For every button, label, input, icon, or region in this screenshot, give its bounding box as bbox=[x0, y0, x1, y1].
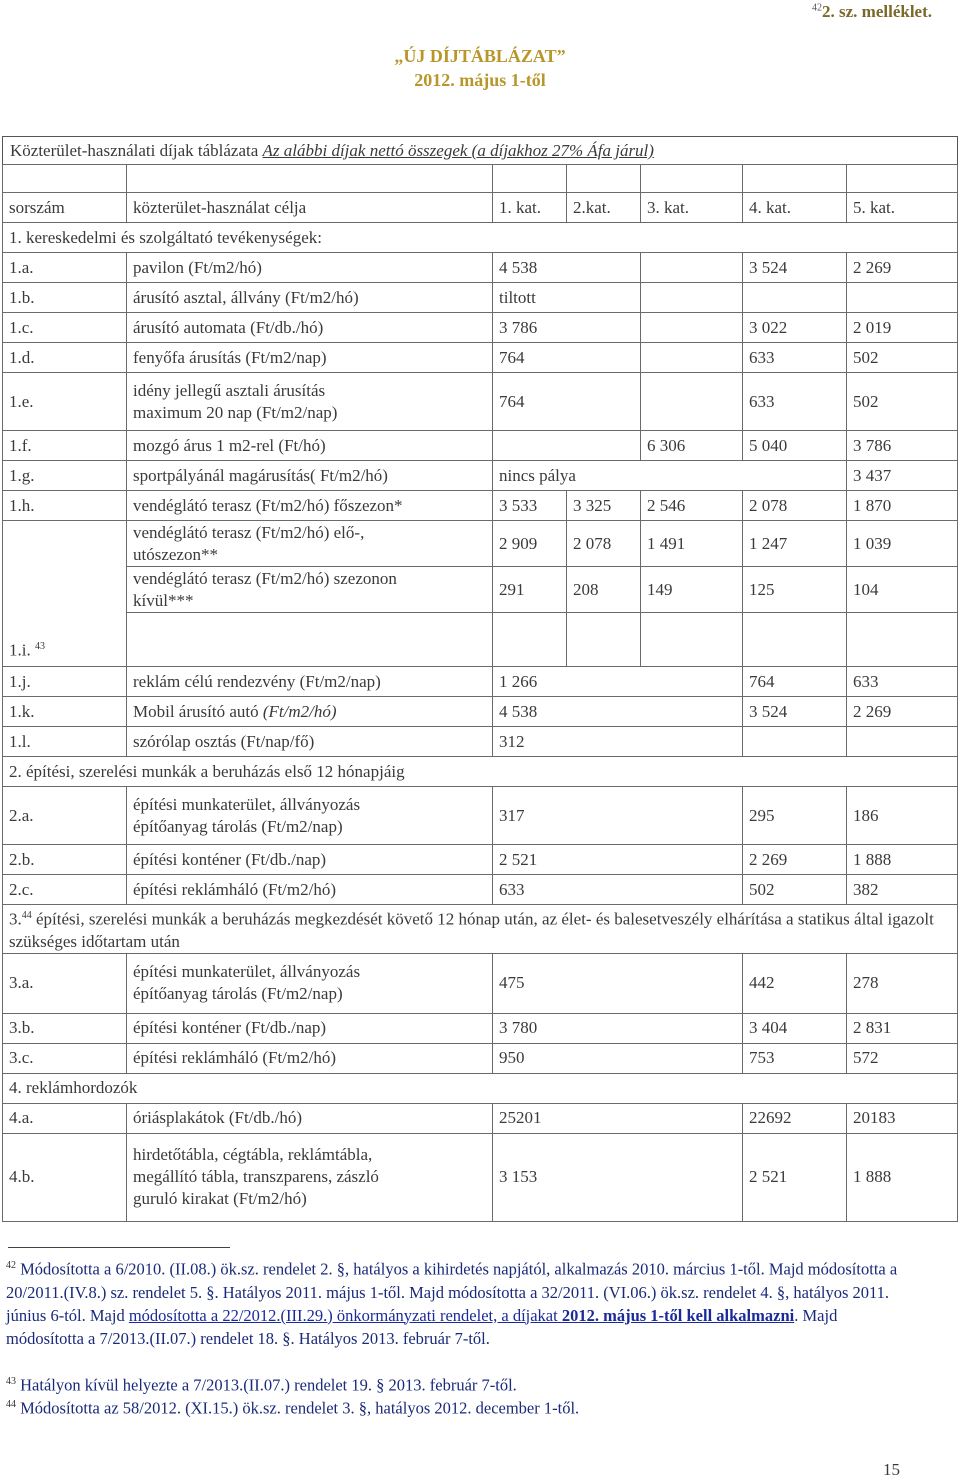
caption-note: Az alábbi díjak nettó összegek (a díjakhoz 27% Áfa járul) bbox=[262, 141, 654, 160]
table-row bbox=[3, 845, 958, 875]
section-number: 3. bbox=[9, 909, 22, 929]
footnote-text: Módosította az 58/2012. (XI.15.) ök.sz. rendelet 3. §, hatályos 2012. december 1-től. bbox=[16, 1398, 580, 1418]
fee-cat1: 1 266 bbox=[493, 667, 743, 697]
fee-cat4: 2 269 bbox=[743, 845, 847, 875]
section-row bbox=[3, 757, 958, 787]
table-row bbox=[3, 875, 958, 905]
table-row bbox=[3, 567, 958, 613]
row-description: árusító automata (Ft/db./hó) bbox=[127, 313, 493, 343]
fee-cat3: 2 546 bbox=[641, 491, 743, 521]
table-row bbox=[3, 313, 958, 343]
fee-cat4: 764 bbox=[743, 667, 847, 697]
fee-cat5: 2 269 bbox=[847, 697, 958, 727]
page-title: „ÚJ DÍJTÁBLÁZAT” bbox=[394, 46, 566, 66]
col-header: 1. kat. bbox=[493, 193, 567, 223]
row-description: mozgó árus 1 m2-rel (Ft/hó) bbox=[127, 431, 493, 461]
footnote-emphasis: 2012. május 1-től kell alkalmazni bbox=[561, 1305, 795, 1325]
fee-table bbox=[2, 164, 958, 1222]
fee-cat1: 25201 bbox=[493, 1103, 743, 1133]
col-header: 4. kat. bbox=[743, 193, 847, 223]
row-number: 2.b. bbox=[3, 845, 127, 875]
fee-cat5: 1 870 bbox=[847, 491, 958, 521]
footnote-ref: 44 bbox=[21, 910, 32, 921]
fee-cat1: 4 538 bbox=[493, 253, 641, 283]
fee-cat5: 20183 bbox=[847, 1103, 958, 1133]
row-number: 1.k. bbox=[3, 697, 127, 727]
table-row bbox=[3, 953, 958, 1013]
table-row bbox=[3, 491, 958, 521]
fee-cat1: 950 bbox=[493, 1043, 743, 1073]
table-row bbox=[3, 521, 958, 567]
row-description: guruló kirakat (Ft/m2/hó) bbox=[133, 1189, 307, 1209]
footnote-ref: 44 bbox=[6, 1399, 16, 1410]
section-title: 1. kereskedelmi és szolgáltató tevékenységek: bbox=[3, 223, 958, 253]
fee-cat5: 2 019 bbox=[847, 313, 958, 343]
footnote-divider bbox=[8, 1247, 230, 1248]
table-row bbox=[3, 787, 958, 845]
row-number: 1.b. bbox=[3, 283, 127, 313]
table-row bbox=[3, 727, 958, 757]
row-description: hirdetőtábla, cégtábla, reklámtábla, bbox=[133, 1145, 373, 1165]
fee-cat1: 312 bbox=[493, 727, 743, 757]
fee-cat2: 2 078 bbox=[567, 521, 641, 567]
fee-cat1: nincs pálya bbox=[493, 461, 847, 491]
fee-cat1: 4 538 bbox=[493, 697, 743, 727]
table-row bbox=[3, 283, 958, 313]
table-row bbox=[3, 1043, 958, 1073]
footnote-ref: 43 bbox=[6, 1376, 16, 1387]
fee-cat4: 2 521 bbox=[743, 1133, 847, 1221]
table-row bbox=[3, 697, 958, 727]
fee-cat1: 291 bbox=[493, 567, 567, 613]
fee-cat5: 382 bbox=[847, 875, 958, 905]
footnote-text: . Majd módosította a 7/2013.(II.07.) rendelet 18. §. Hatályos 2013. február 7-től. bbox=[6, 1305, 838, 1348]
table-row bbox=[3, 1133, 958, 1221]
fee-cat1: 2 521 bbox=[493, 845, 743, 875]
row-number: 2.c. bbox=[3, 875, 127, 905]
table-row bbox=[3, 667, 958, 697]
footnote-ref: 42 bbox=[812, 2, 822, 14]
section-row bbox=[3, 223, 958, 253]
table-caption bbox=[10, 141, 654, 161]
row-number: 1.l. bbox=[3, 727, 127, 757]
row-unit: (Ft/m2/hó) bbox=[262, 701, 337, 721]
table-row bbox=[3, 1013, 958, 1043]
fee-cat5: 572 bbox=[847, 1043, 958, 1073]
table-row bbox=[3, 1103, 958, 1133]
row-description: idény jellegű asztali árusítás bbox=[133, 380, 326, 400]
row-description: építési munkaterület, állványozás bbox=[133, 794, 361, 814]
row-number: 1.c. bbox=[3, 313, 127, 343]
row-description: megállító tábla, transzparens, zászló bbox=[133, 1167, 379, 1187]
row-description: Mobil árusító autó bbox=[133, 701, 263, 721]
row-description: építőanyag tárolás (Ft/m2/nap) bbox=[133, 816, 343, 836]
fee-cat5: 1 888 bbox=[847, 1133, 958, 1221]
fee-cat3: 149 bbox=[641, 567, 743, 613]
footnote-text: Módosította a 6/2010. (II.08.) ök.sz. rendelet 2. §, hatályos a kihirdetés napjától, alkalmazás 2010. március 1-től. Majd módosította a 20/2011.(IV.8.) sz. rendelet 5. §. Hatályos 2011. május 1-től. Majd módosította a 32/2011. (VI.06.) ök.sz. rendelet 4. §, hatályos 2011. június 6-tól. Majd bbox=[6, 1259, 898, 1325]
fee-cat4: 2 078 bbox=[743, 491, 847, 521]
annex-text: 2. sz. melléklet. bbox=[822, 2, 932, 21]
fee-cat5: 1 039 bbox=[847, 521, 958, 567]
row-description: építési konténer (Ft/db./nap) bbox=[127, 1013, 493, 1043]
fee-cat1: 3 533 bbox=[493, 491, 567, 521]
row-description: fenyőfa árusítás (Ft/m2/nap) bbox=[127, 343, 493, 373]
fee-cat3: 1 491 bbox=[641, 521, 743, 567]
fee-cat4: 1 247 bbox=[743, 521, 847, 567]
fee-cat5: 2 269 bbox=[847, 253, 958, 283]
section-title bbox=[3, 905, 958, 954]
col-header: 3. kat. bbox=[641, 193, 743, 223]
row-description: vendéglátó terasz (Ft/m2/hó) elő-, bbox=[133, 522, 365, 542]
row-description: építési reklámháló (Ft/m2/hó) bbox=[127, 875, 493, 905]
fee-cat3: 6 306 bbox=[641, 431, 743, 461]
fee-cat1: tiltott bbox=[493, 283, 641, 313]
fee-cat5: 104 bbox=[847, 567, 958, 613]
fee-cat5: 502 bbox=[847, 343, 958, 373]
row-description: maximum 20 nap (Ft/m2/nap) bbox=[133, 402, 338, 422]
annex-label bbox=[812, 2, 932, 22]
fee-cat4: 502 bbox=[743, 875, 847, 905]
row-description: reklám célú rendezvény (Ft/m2/nap) bbox=[127, 667, 493, 697]
fee-cat4: 3 524 bbox=[743, 697, 847, 727]
fee-cat2: 3 325 bbox=[567, 491, 641, 521]
table-header-row bbox=[3, 193, 958, 223]
row-description: árusító asztal, állvány (Ft/m2/hó) bbox=[127, 283, 493, 313]
row-number: 1.f. bbox=[3, 431, 127, 461]
fee-cat5: 3 786 bbox=[847, 431, 958, 461]
fee-cat1: 2 909 bbox=[493, 521, 567, 567]
fee-cat4: 3 404 bbox=[743, 1013, 847, 1043]
fee-cat1: 3 153 bbox=[493, 1133, 743, 1221]
fee-cat4: 3 524 bbox=[743, 253, 847, 283]
row-description: szórólap osztás (Ft/nap/fő) bbox=[127, 727, 493, 757]
footnote-42 bbox=[6, 1254, 911, 1350]
fee-cat4: 22692 bbox=[743, 1103, 847, 1133]
col-header: sorszám bbox=[3, 193, 127, 223]
table-row bbox=[3, 613, 958, 667]
fee-cat5: 2 831 bbox=[847, 1013, 958, 1043]
row-number: 1.i. bbox=[9, 641, 31, 660]
section-text: építési, szerelési munkák a beruházás megkezdését követő 12 hónap után, az élet- és balesetveszély elhárítása a statikus által igazolt szükséges időtartam után bbox=[9, 909, 934, 951]
col-header: 5. kat. bbox=[847, 193, 958, 223]
row-description: vendéglátó terasz (Ft/m2/hó) szezonon bbox=[133, 568, 397, 588]
row-number: 3.b. bbox=[3, 1013, 127, 1043]
page-subtitle: 2012. május 1-től bbox=[414, 70, 546, 90]
fee-cat4: 3 022 bbox=[743, 313, 847, 343]
row-description: vendéglátó terasz (Ft/m2/hó) főszezon* bbox=[127, 491, 493, 521]
row-number: 3.a. bbox=[3, 953, 127, 1013]
table-row bbox=[3, 343, 958, 373]
fee-cat4: 442 bbox=[743, 953, 847, 1013]
row-description: építési munkaterület, állványozás bbox=[133, 962, 361, 982]
row-description: kívül*** bbox=[133, 590, 194, 610]
fee-cat4: 5 040 bbox=[743, 431, 847, 461]
spacer-row bbox=[3, 165, 958, 193]
row-description: pavilon (Ft/m2/hó) bbox=[127, 253, 493, 283]
caption-text: Közterület-használati díjak táblázata bbox=[10, 141, 263, 160]
row-number: 4.b. bbox=[3, 1133, 127, 1221]
section-title: 2. építési, szerelési munkák a beruházás első 12 hónapjáig bbox=[3, 757, 958, 787]
col-header: közterület-használat célja bbox=[127, 193, 493, 223]
row-number: 1.h. bbox=[3, 491, 127, 521]
fee-cat5: 186 bbox=[847, 787, 958, 845]
fee-cat1: 764 bbox=[493, 343, 641, 373]
fee-cat2: 208 bbox=[567, 567, 641, 613]
row-number: 3.c. bbox=[3, 1043, 127, 1073]
fee-cat5: 633 bbox=[847, 667, 958, 697]
row-number: 1.g. bbox=[3, 461, 127, 491]
fee-cat1: 475 bbox=[493, 953, 743, 1013]
footnote-ref: 42 bbox=[6, 1260, 16, 1271]
row-description: sportpályánál magárusítás( Ft/m2/hó) bbox=[127, 461, 493, 491]
section-title: 4. reklámhordozók bbox=[3, 1073, 958, 1103]
fee-cat4: 753 bbox=[743, 1043, 847, 1073]
fee-cat5: 1 888 bbox=[847, 845, 958, 875]
table-row bbox=[3, 253, 958, 283]
fee-cat5: 3 437 bbox=[847, 461, 958, 491]
fee-cat4: 125 bbox=[743, 567, 847, 613]
fee-cat5: 278 bbox=[847, 953, 958, 1013]
table-row bbox=[3, 461, 958, 491]
footnote-44 bbox=[6, 1393, 911, 1420]
row-description: óriásplakátok (Ft/db./hó) bbox=[127, 1103, 493, 1133]
row-number: 1.a. bbox=[3, 253, 127, 283]
row-number: 2.a. bbox=[3, 787, 127, 845]
section-row bbox=[3, 1073, 958, 1103]
fee-cat5: 502 bbox=[847, 373, 958, 431]
row-number: 4.a. bbox=[3, 1103, 127, 1133]
page-number: 15 bbox=[883, 1460, 900, 1479]
row-number: 1.j. bbox=[3, 667, 127, 697]
fee-cat1: 3 780 bbox=[493, 1013, 743, 1043]
table-row bbox=[3, 431, 958, 461]
fee-cat1: 764 bbox=[493, 373, 641, 431]
footnote-ref: 43 bbox=[34, 641, 45, 653]
col-header: 2.kat. bbox=[567, 193, 641, 223]
fee-cat1: 317 bbox=[493, 787, 743, 845]
row-description: utószezon** bbox=[133, 544, 218, 564]
row-description: építési reklámháló (Ft/m2/hó) bbox=[127, 1043, 493, 1073]
fee-cat1: 3 786 bbox=[493, 313, 641, 343]
fee-cat4: 633 bbox=[743, 343, 847, 373]
footnote-link[interactable]: módosította a 22/2012.(III.29.) önkormányzati rendelet, a díjakat bbox=[128, 1305, 562, 1325]
row-number: 1.e. bbox=[3, 373, 127, 431]
footnote-text: Hatályon kívül helyezte a 7/2013.(II.07.) rendelet 19. § 2013. február 7-től. bbox=[16, 1375, 517, 1395]
table-row bbox=[3, 373, 958, 431]
row-description: építőanyag tárolás (Ft/m2/nap) bbox=[133, 984, 343, 1004]
fee-cat4: 633 bbox=[743, 373, 847, 431]
row-number: 1.d. bbox=[3, 343, 127, 373]
fee-cat4: 295 bbox=[743, 787, 847, 845]
row-description: építési konténer (Ft/db./nap) bbox=[127, 845, 493, 875]
section-row bbox=[3, 905, 958, 954]
fee-cat1: 633 bbox=[493, 875, 743, 905]
